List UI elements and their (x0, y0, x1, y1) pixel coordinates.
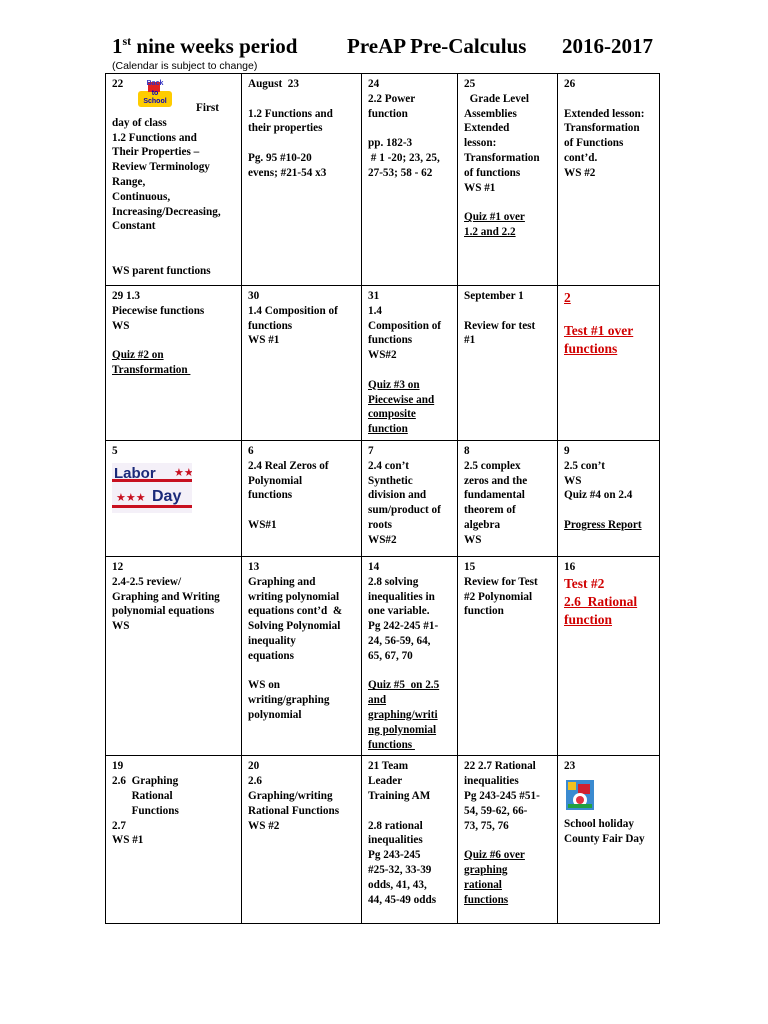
cell-line: Review for test (464, 319, 536, 332)
day-number: 25 (464, 78, 476, 90)
cell-line: 1.2 Functions and (112, 131, 197, 144)
week-row (106, 556, 660, 755)
cell-line: Pg 242-245 #1- (368, 620, 439, 633)
cell-line: day of class (112, 116, 167, 129)
back-to-school-text-3: School (143, 98, 167, 105)
cell-line: writing polynomial (248, 590, 340, 603)
quiz-note: Quiz #1 over (464, 211, 525, 224)
back-to-school-icon (136, 77, 172, 107)
cell-line: 2.7 (112, 819, 126, 832)
day-cell (558, 556, 660, 755)
day-number: 29 1.3 (112, 290, 140, 302)
cell-line: WS #1 (248, 334, 280, 347)
cell-line: Transformation (564, 122, 640, 135)
quiz-note: composite (368, 408, 416, 421)
cell-line: WS (564, 474, 582, 487)
day-number: 26 (564, 78, 576, 90)
day-number: 9 (564, 444, 570, 457)
cell-line: Functions (112, 804, 179, 817)
day-cell (106, 74, 242, 286)
day-cell (458, 556, 558, 755)
cell-line: Piecewise functions (112, 304, 205, 317)
quiz-note: Quiz #6 over (464, 849, 525, 862)
day-cell (558, 286, 660, 441)
cell-line: 2.5 con’t (564, 459, 606, 472)
quiz-note: Piecewise and (368, 393, 435, 406)
cell-line: Extended lesson: (564, 107, 645, 120)
cell-line: function (464, 605, 504, 618)
cell-line: Synthetic (368, 474, 413, 487)
cell-line: their properties (248, 122, 323, 135)
cell-line: Polynomial (248, 474, 303, 487)
progress-report: Progress Report (564, 518, 642, 531)
quiz-note: and (368, 694, 387, 707)
cell-line: 2.4 Real Zeros of (248, 459, 329, 472)
day-cell (558, 440, 660, 556)
labor-day-icon (112, 463, 190, 511)
quiz-note: 1.2 and 2.2 (464, 225, 516, 238)
day-number: August 23 (248, 78, 299, 90)
cell-line: 2.5 complex (464, 459, 521, 472)
cell-line: Increasing/Decreasing, (112, 205, 221, 218)
quiz-note: functions (368, 738, 415, 751)
day-number: September 1 (464, 290, 524, 302)
day-cell (362, 286, 458, 441)
cell-line: 2.8 rational (368, 819, 423, 832)
day-cell (362, 440, 458, 556)
day-number: 15 (464, 560, 476, 573)
cell-line: zeros and the (464, 474, 528, 487)
cell-line: Pg. 95 #10-20 (248, 151, 312, 164)
cell-line: of Functions (564, 137, 624, 150)
cell-line: WS #1 (464, 181, 496, 194)
quiz-note: Quiz #3 on (368, 378, 420, 391)
week-row (106, 440, 660, 556)
cell-line: 2.8 solving (368, 575, 419, 588)
day-number: 22 (112, 78, 124, 90)
cell-line: Review for Test (464, 575, 538, 588)
test-note: functions (564, 340, 618, 356)
school-year: 2016-2017 (562, 34, 653, 58)
cell-line: Constant (112, 220, 156, 233)
cell-line: Assemblies (464, 107, 517, 120)
cell-line: Extended (464, 122, 510, 135)
cell-line: 1.2 Functions and (248, 107, 333, 120)
cell-line: #1 (464, 334, 476, 347)
cell-line: fundamental (464, 489, 525, 502)
day-cell (106, 556, 242, 755)
quiz-note: ng polynomial (368, 723, 437, 736)
cell-line: evens; #21-54 x3 (248, 166, 327, 179)
test-note: function (564, 611, 613, 627)
cell-line: odds, 41, 43, (368, 878, 427, 891)
cell-line: 54, 59-62, 66- (464, 804, 528, 817)
cell-line: polynomial equations (112, 605, 215, 618)
cell-line: Training AM (368, 789, 431, 802)
period-number: 1 (112, 34, 123, 58)
day-cell (242, 74, 362, 286)
quiz-note: rational (464, 878, 502, 891)
week-row (106, 286, 660, 441)
cell-line: 2.6 (248, 775, 262, 788)
day-cell (362, 74, 458, 286)
cell-line: First (196, 102, 219, 114)
cell-line: Transformation (464, 151, 540, 164)
day-cell (106, 440, 242, 556)
course-title: PreAP Pre-Calculus (347, 34, 527, 58)
calendar-note: (Calendar is subject to change) (112, 60, 258, 72)
cell-line: WS#1 (248, 518, 277, 531)
cell-line: Range, (112, 175, 146, 188)
week-row (106, 756, 660, 924)
cell-line: Pg 243-245 (368, 849, 421, 862)
svg-text:★★: ★★ (174, 465, 192, 479)
cell-line: lesson: (464, 137, 497, 150)
cell-line: division and (368, 489, 427, 502)
cell-line: algebra (464, 518, 501, 531)
cell-line: WS #1 (112, 834, 144, 847)
cell-line: Continuous, (112, 190, 171, 203)
cell-line: WS (464, 533, 482, 546)
cell-line: sum/product of (368, 504, 441, 517)
cell-line: inequalities (368, 834, 423, 847)
cell-line: 27-53; 58 - 62 (368, 166, 433, 179)
week-row (106, 74, 660, 286)
svg-text:★★★: ★★★ (116, 490, 146, 504)
day-cell (458, 74, 558, 286)
cell-line: WS #2 (564, 166, 596, 179)
quiz-note: Quiz #4 on 2.4 (564, 489, 633, 502)
cell-line: 2.2 Power (368, 92, 416, 105)
cell-line: WS parent functions (112, 264, 211, 277)
day-text: Day (152, 487, 182, 505)
day-cell (106, 756, 242, 924)
cell-line: 65, 67, 70 (368, 649, 413, 662)
cell-line: Solving Polynomial (248, 620, 341, 633)
day-cell (362, 556, 458, 755)
test-note: Test #2 (564, 575, 605, 591)
cell-line: 1.4 (368, 304, 382, 317)
cell-line: WS (112, 620, 130, 633)
cell-line: Graphing and Writing (112, 590, 220, 603)
day-cell (558, 74, 660, 286)
quiz-note: graphing/writi (368, 708, 438, 721)
day-cell (458, 286, 558, 441)
cell-line: functions (248, 489, 293, 502)
quiz-note: functions (464, 893, 509, 906)
day-number: 31 (368, 290, 380, 302)
day-cell (362, 756, 458, 924)
calendar-table (105, 73, 660, 924)
period-title: nine weeks period (136, 34, 298, 58)
cell-line: function (368, 107, 408, 120)
day-number: 14 (368, 560, 380, 573)
period-ordinal: st (122, 34, 132, 48)
day-cell (242, 556, 362, 755)
cell-line: Leader (368, 775, 403, 788)
back-to-school-text-1: Back (146, 80, 164, 87)
quiz-note: graphing (464, 863, 508, 876)
cell-line: Graphing and (248, 575, 316, 588)
cell-line: functions (368, 334, 413, 347)
cell-line: Graphing/writing (248, 789, 333, 802)
cell-line: Their Properties – (112, 146, 200, 159)
cell-line: functions (248, 319, 293, 332)
cell-line: 2.4-2.5 review/ (112, 575, 182, 588)
back-to-school-text-2: to (151, 90, 159, 97)
day-number: 30 (248, 290, 260, 302)
cell-line: 73, 75, 76 (464, 819, 509, 832)
day-number: 21 Team (368, 760, 409, 773)
cell-line: County Fair Day (564, 832, 645, 845)
day-number: 7 (368, 444, 374, 457)
quiz-note: function (368, 423, 408, 436)
county-fair-icon (564, 776, 594, 810)
cell-line: #2 Polynomial (464, 590, 533, 603)
cell-line: roots (368, 518, 393, 531)
day-number: 8 (464, 444, 470, 457)
cell-line: # 1 -20; 23, 25, (368, 151, 440, 164)
cell-line: cont’d. (564, 151, 598, 164)
day-number: 20 (248, 760, 260, 773)
cell-line: Pg 243-245 #51- (464, 789, 540, 802)
day-cell (242, 440, 362, 556)
cell-line: Review Terminology (112, 161, 210, 174)
cell-line: inequalities in (368, 590, 435, 603)
day-number: 19 (112, 760, 124, 773)
cell-line: theorem of (464, 504, 516, 517)
cell-line: writing/graphing (248, 694, 330, 707)
cell-line: Composition of (368, 319, 442, 332)
day-number: 23 (564, 760, 576, 773)
cell-line: WS#2 (368, 533, 397, 546)
cell-line: 2.6 Graphing (112, 775, 179, 788)
cell-line: one variable. (368, 605, 430, 618)
cell-line: 1.4 Composition of (248, 304, 338, 317)
day-cell (558, 756, 660, 924)
day-number: 2 (564, 290, 571, 305)
cell-line: inequality (248, 634, 296, 647)
cell-line: polynomial (248, 708, 302, 721)
day-number: 5 (112, 444, 118, 457)
quiz-note: Quiz #2 on (112, 349, 164, 362)
cell-line: Rational Functions (248, 804, 340, 817)
cell-line: WS (112, 319, 130, 332)
day-cell (242, 756, 362, 924)
day-number: 6 (248, 444, 254, 457)
cell-line: Grade Level (464, 92, 529, 105)
cell-line: equations (248, 649, 295, 662)
test-note: 2.6 Rational (564, 593, 638, 609)
cell-line: WS #2 (248, 819, 280, 832)
cell-line: of functions (464, 166, 521, 179)
labor-text: Labor (114, 464, 156, 482)
day-number: 13 (248, 560, 260, 573)
day-number: 12 (112, 560, 124, 573)
quiz-note: Quiz #5 on 2.5 (368, 679, 440, 692)
cell-line: pp. 182-3 (368, 137, 413, 150)
cell-line: 44, 45-49 odds (368, 893, 437, 906)
day-number: 22 2.7 Rational (464, 760, 536, 773)
day-number: 24 (368, 78, 380, 90)
cell-line: #25-32, 33-39 (368, 863, 432, 876)
cell-line: inequalities (464, 775, 519, 788)
test-note: Test #1 over (564, 322, 634, 338)
day-cell (106, 286, 242, 441)
cell-line: equations cont’d & (248, 605, 343, 618)
quiz-note: Transformation (112, 363, 191, 376)
cell-line: School holiday (564, 817, 634, 830)
day-cell (458, 756, 558, 924)
day-cell (242, 286, 362, 441)
cell-line: WS on (248, 679, 281, 692)
day-cell (458, 440, 558, 556)
cell-line: Rational (112, 789, 173, 802)
cell-line: 24, 56-59, 64, (368, 634, 431, 647)
cell-line: WS#2 (368, 349, 397, 362)
cell-line: 2.4 con’t (368, 459, 410, 472)
day-number: 16 (564, 560, 576, 573)
